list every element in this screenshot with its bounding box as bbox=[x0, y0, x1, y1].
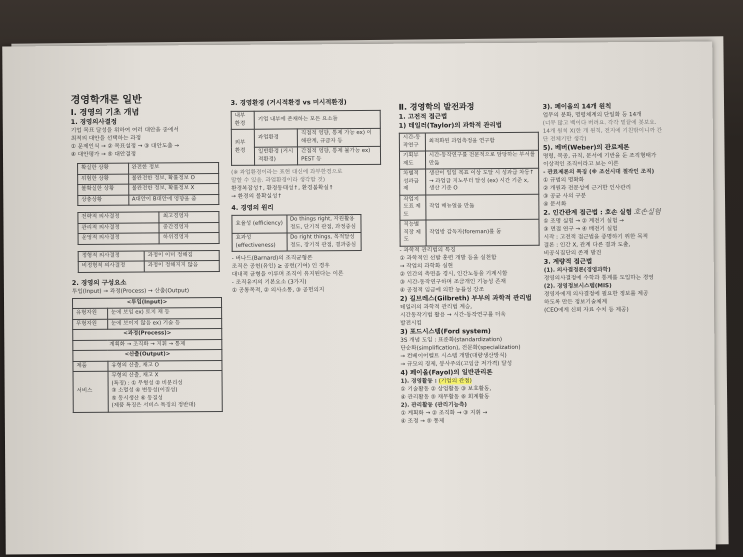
management-components-table: <투입(Input)> 유형자원 눈에 보임 ex) 토지 재 등 무형자원 눈에 보이지 않음 ex) 기술 등 <과정(Process)> 계획화 → 조직화 → 지휘 → 통제 <산출(Output)> 제품 유형의 산출, 재고 O 서비스 무형의 산출, 재고 X (특징) : ① 무형성 ② 비분리성 ③ 소멸성 ④ 변동성(이질성) ⑤ 동시생산 ⑥ 동질성 (제품 특징은 서비스 특징의 정반대) bbox=[72, 296, 223, 412]
text-line: ④ 대안평가 → ⑤ 대안결정 bbox=[70, 151, 137, 159]
decision-structure-table: 정형적 의사결정 과정이 이미 정해짐 비정형적 의사결정 과정이 정해지지 않음 bbox=[78, 249, 220, 272]
column-2 bbox=[231, 98, 382, 295]
text-line: ① 조명 실험 → ② 계전기 실험 → bbox=[543, 218, 624, 225]
text-line: 최적의 대안을 선택하는 과정 bbox=[70, 135, 142, 143]
text-line: ② 인간의 측면을 경시, 인간노동을 기계시함 bbox=[399, 270, 508, 278]
text-line: (※ 과업환경이라는 표현 대신에 과부한경으로 bbox=[231, 169, 343, 176]
text-line: 기업 목표 달성을 위하여 여러 대안을 중에서 bbox=[70, 127, 179, 135]
decision-situation-table: 확실한 상황 완전한 정보 위험한 상황 불완전한 정보, 확률정보 O 불확실한 상황 불완전한 정보, 확률정보 X 상충상황 A대안이 B대안에 영향을 줌 bbox=[77, 162, 219, 206]
highlighted-text: (기업의 관점) bbox=[438, 377, 472, 384]
text-line: 4) 페이올(Fayol)의 일반관리론 bbox=[400, 367, 493, 377]
text-line: ① 기술활동 ② 상업활동 ③ 보호활동, bbox=[400, 385, 492, 393]
column-1 bbox=[71, 93, 223, 413]
text-line: ① 계획화 → ② 조직화 → ③ 지휘 → bbox=[400, 409, 488, 417]
text-line: 시작 : 고전적 접근법을 증명하기 위한 목적 bbox=[543, 233, 649, 241]
text-line: ④ 조정 → ⑤ 통제 bbox=[400, 417, 445, 425]
subsection-heading: 2. 경영의 구성요소 bbox=[71, 278, 127, 287]
text-line: → 작업의 과학화 실현 bbox=[399, 262, 454, 270]
text-line: 3S 개념 도입 : 표준화(standardization) bbox=[400, 336, 503, 344]
column-4 bbox=[543, 102, 694, 315]
text-line: ① 과학적인 선발 훈련 개발 등을 실천함 bbox=[399, 254, 497, 262]
text-line: 2. 인간관계 접근법 : 호손 실험 호손실험 bbox=[543, 207, 661, 217]
text-line: → 컨베이어벨트 시스템 개발(대량생산방식) bbox=[400, 352, 507, 360]
subsection-heading: 1. 고전적 접근법 bbox=[398, 112, 448, 121]
text-line: ④ 문서화 bbox=[543, 201, 567, 208]
text-line: (2). 경영정보시스템(MIS) bbox=[543, 283, 612, 290]
text-line: ③ 면접 연구 → ④ 배전기 실험 bbox=[543, 226, 618, 233]
text-line: 단 전체기만 생각) bbox=[542, 136, 587, 143]
text-line: 14개 원칙 X(한 개 원칙, 전지에 기친밖이니까 간 bbox=[542, 127, 663, 135]
section-heading: Ⅱ. 경영학의 발전과정 bbox=[398, 102, 475, 112]
text-line: 3). 페이올의 14개 원칙 bbox=[542, 102, 612, 111]
text-line: 테일러의 과학적 관리법 계승, bbox=[400, 303, 473, 311]
handwritten-note: 호손실험 bbox=[633, 207, 661, 217]
text-line: - 조직유지의 기본요소 (3가지) bbox=[231, 279, 307, 286]
text-line: 조직은 공헌(유인) ≥ 공헌(기여) 인 경우 bbox=[231, 263, 330, 270]
text-line: ④ 공정적 임금에 의한 능률성 강조 bbox=[399, 286, 485, 294]
text-line: 2). 관리활동 (관리기능측) bbox=[400, 401, 467, 409]
text-line: - 버나드(Barnard)의 조직균형론 bbox=[231, 255, 313, 262]
page-title: 경영학개론 일반 bbox=[70, 94, 142, 107]
text-line: 이상적인 조직이라고 보는 이론 bbox=[543, 161, 619, 168]
text-line: 5). 베버(Weber)의 관료제론 bbox=[542, 143, 630, 152]
text-line: 명령, 복종, 규칙, 문서에 기반을 둔 조직형태가 bbox=[542, 152, 657, 160]
text-line: ② 개원과 전문성에 근거한 인사관리 bbox=[543, 185, 632, 192]
text-line: 3) 포드시스템(Ford system) bbox=[400, 326, 491, 336]
text-line: 비공식집단의 존재 발견 bbox=[543, 250, 602, 257]
text-line: ① 문제인식 → ② 목표설정 → ③ 대안도출 → bbox=[70, 143, 180, 151]
text-line: 결론 : 인간 X, 관계 다른 결과 도출, bbox=[543, 242, 631, 249]
text-line: → 규모의 경제, 봉사주의(고임금 저가격) 달성 bbox=[400, 360, 513, 368]
text-line: ③ 공균 사의 구분 bbox=[543, 193, 587, 200]
text-line: 단순화(simplification), 전문화(specialization) bbox=[400, 344, 521, 352]
column-3 bbox=[399, 101, 541, 425]
environment-table: 내부 환경 기업 내부에 존재하는 모든 요소들 외부 환경 과업환경 직접적 영향, 통제 가능 ex) 이해관계, 규금자 등 일반환경 (거시적환경) 간접적 영향, 통제 불가능 ex) PEST 등 bbox=[231, 110, 381, 166]
subsection-heading: 1. 경영의사결정 bbox=[70, 117, 117, 127]
text-line: 투입(Input) → 과정(Process) → 산출(Output) bbox=[71, 287, 190, 295]
text-line: 대내적 균형을 이루며 조직이 유지된다는 이론 bbox=[231, 271, 344, 278]
text-line: 경영의사결정에 수학과 통계를 도입하는 경영 bbox=[543, 274, 654, 282]
text-line: 하도록 만든 정보기술체계 bbox=[544, 299, 608, 306]
text-line: - 과학적 관리법의 특징 bbox=[399, 246, 456, 254]
text-line: 발전시킴 bbox=[400, 320, 422, 327]
efficiency-table: 효율성 (efficiency) Do things right, 자원활용정도, 단기적 관점, 과정중심 효과성 (effectiveness) Do right things, 목적달성정도, 장기적 관점, 결과중심 bbox=[231, 214, 361, 252]
text-line: (1). 의사결정론(경영과학) bbox=[543, 267, 611, 274]
subsection-heading: 3. 경영환경 (거시적환경 vs 미시적환경) bbox=[230, 98, 347, 107]
text-line: ① 공통목적, ② 의사소통, ③ 공헌의지 bbox=[231, 287, 325, 294]
text-line: 말할 수 있음. 과업환경이라 생각할 것) bbox=[231, 177, 326, 184]
text-line: ④ 관리활동 ⑤ 재무활동 ⑥ 회계활동 bbox=[400, 393, 490, 401]
text-line: (너무 많고 백이다 버려요. 각각 밑끝에 봇보요. bbox=[542, 119, 657, 127]
section-heading: Ⅰ. 경영의 기초 개념 bbox=[70, 107, 140, 118]
subsection-heading: 1) 테일러(Taylor)의 과학적 관리법 bbox=[398, 120, 502, 130]
text-line: 업무의 분화, 명령체계의 단일화 등 14개 bbox=[542, 112, 642, 119]
lecture-notes-page bbox=[2, 42, 716, 555]
subsection-heading: 4. 경영의 원리 bbox=[231, 203, 274, 212]
text-line: 2) 길브레스(Gilbreth) 부부의 과학적 관리법 bbox=[399, 293, 532, 303]
text-line: → 환경의 불확실성↑ bbox=[231, 193, 283, 200]
taylor-table: 시간-동작연구 최적화된 과업측정을 연구함 기획부제도 시간-동작연구를 전문적으로 담당하는 부서를 만듦 차별적 성과급제 생산이 일일 목표 이상 도달 시 성과급 차등↑ → 과업급 지노부터 달성 (ex) 시간 기준 x, 생산 기준 O 작업지도표 제도 작업 매뉴얼을 만듦 직능별직장 제도 작업방 감독자(foreman)를 둠 bbox=[399, 132, 540, 246]
text-line: (CEO에게 신뢰 자료 수치 등 제공) bbox=[544, 307, 629, 314]
text-line: ③ 시간-동작연구하며 조금개인 기능성 존재 bbox=[399, 278, 506, 286]
text-line: 1). 경영활동 : (기업의 관점) bbox=[400, 377, 472, 385]
text-line: 환경복잡성↑, 환경동태성↑, 환경불확실↑ bbox=[231, 185, 334, 192]
text-line: ① 규범의 명확화 bbox=[543, 177, 585, 184]
text-line: 경영자에게 의사결정에 필요한 정보를 제공 bbox=[543, 290, 649, 298]
text-line: 3. 계량적 접근법 bbox=[543, 257, 593, 266]
text-line: 시간동작기법 활용 → 시간-동작연구를 더욱 bbox=[400, 311, 506, 319]
decision-level-table: 전략적 의사결정 최고경영자 관리적 의사결정 중간경영자 운영적 의사결정 하위경영자 bbox=[77, 211, 219, 244]
text-line: - 관료제론의 특징 (※ 조선시대 절작인 조직) bbox=[543, 168, 655, 176]
